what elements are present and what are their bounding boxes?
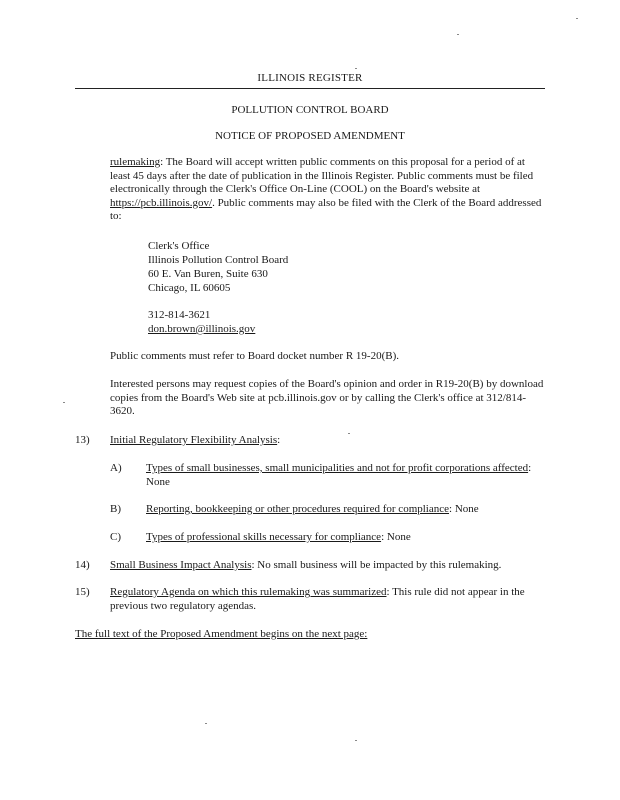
notice-title: NOTICE OF PROPOSED AMENDMENT [215,130,405,142]
item-14-text [110,559,550,573]
board-title: POLLUTION CONTROL BOARD [231,104,389,116]
item-15-title: Regulatory Agenda on which this rulemaking was summarized [110,586,387,598]
scan-speck [205,723,207,724]
item-13a-value: : None [146,462,532,488]
scan-speck [576,18,578,19]
intro-lead: rulemaking [110,156,161,168]
website-link[interactable]: https://pcb.illinois.gov/ [110,196,213,209]
address-email[interactable]: don.brown@illinois.gov [148,323,256,335]
copies-paragraph: Interested persons may request copies of the Board's opinion and order in R19-20(B) by download copies from the Board's Web site at pcb.illinois.gov or by calling the Clerk's office at 312/814-3620. [110,378,544,417]
item-13b-title: Reporting, bookkeeping or other procedures required for compliance [146,503,450,515]
scan-speck [457,34,459,35]
intro-text: : The Board will accept written public comments on this proposal for a period of at least 45 days after the date of publication in the Illinois Register. Public comments must be filed electronically through the Clerk's Office On-Line (COOL) on the Board's website at [110,156,534,195]
address-phone: 312-814-3621 [148,309,211,321]
scan-speck [355,740,357,741]
item-13-colon: : [277,434,281,446]
address-line-1: Clerk's Office [148,240,210,252]
item-15-value: : This rule did not appear in the previous two regulatory agendas. [110,586,525,612]
intro-after: . Public comments may also be filed with the Clerk of the Board addressed to: [110,196,542,222]
header-rule [75,88,545,89]
item-13c-value: : None [381,531,411,543]
address-line-3: 60 E. Van Buren, Suite 630 [148,268,268,280]
address-line-4: Chicago, IL 60605 [148,282,231,294]
item-13-text [110,434,550,448]
item-14-title: Small Business Impact Analysis [110,559,252,571]
item-15-number: 15) [75,586,90,598]
intro-paragraph [110,156,545,224]
item-13a-text [146,462,546,489]
item-15-text [110,586,550,613]
item-14-value: : No small business will be impacted by this rulemaking. [251,559,502,571]
item-13a-letter: A) [110,462,122,474]
closing-statement: The full text of the Proposed Amendment begins on the next page: [75,628,368,640]
item-13b-value: : None [449,503,479,515]
item-13-title: Initial Regulatory Flexibility Analysis [110,434,278,446]
scan-speck [348,433,350,434]
item-13b-text [146,503,546,517]
item-13c-title: Types of professional skills necessary for compliance [146,531,382,543]
item-13a-title: Types of small businesses, small municipalities and not for profit corporations affected [146,462,529,474]
docket-paragraph: Public comments must refer to Board docket number R 19-20(B). [110,350,399,362]
item-13c-letter: C) [110,531,121,543]
scan-speck [355,68,357,69]
item-14-number: 14) [75,559,90,571]
scan-speck [63,402,65,403]
item-13-number: 13) [75,434,90,446]
address-line-2: Illinois Pollution Control Board [148,254,289,266]
item-13b-letter: B) [110,503,121,515]
register-title: ILLINOIS REGISTER [257,72,363,84]
item-13c-text [146,531,546,545]
